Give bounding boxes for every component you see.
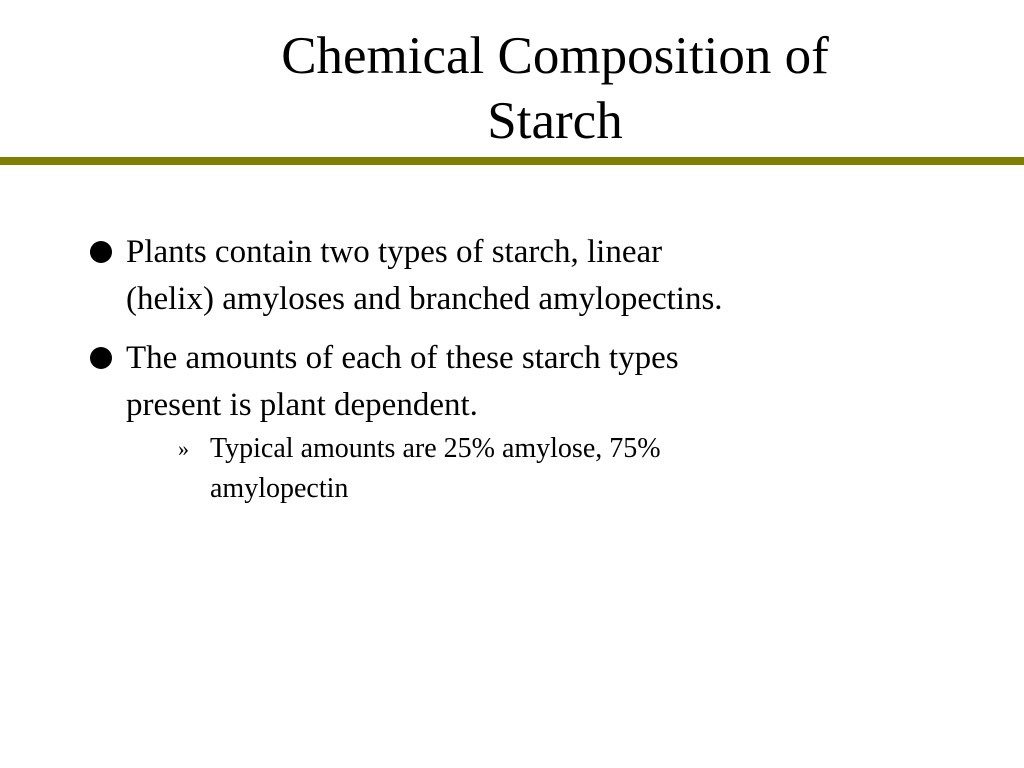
bullet-list: [88, 229, 988, 521]
bullet-line: present is plant dependent.: [126, 387, 478, 423]
bullet-line: The amounts of each of these starch types: [126, 340, 679, 376]
bullet-line: (helix) amyloses and branched amylopectins.: [126, 281, 723, 317]
title-divider: [0, 157, 1024, 165]
title-line: Starch: [487, 92, 623, 150]
sub-bullet-list: [126, 429, 988, 509]
bullet-dot-icon: [90, 241, 112, 263]
sub-bullet-line: Typical amounts are 25% amylose, 75%: [210, 433, 661, 464]
bullet-item: [88, 229, 988, 323]
bullet-dot-icon: [90, 347, 112, 369]
double-chevron-icon: »: [178, 436, 189, 461]
bullet-line: Plants contain two types of starch, linear: [126, 234, 663, 270]
slide-title: [180, 24, 930, 154]
bullet-item: [88, 335, 988, 509]
title-line: Chemical Composition of: [281, 27, 829, 85]
sub-bullet-item: [126, 429, 988, 509]
sub-bullet-line: amylopectin: [210, 473, 349, 504]
